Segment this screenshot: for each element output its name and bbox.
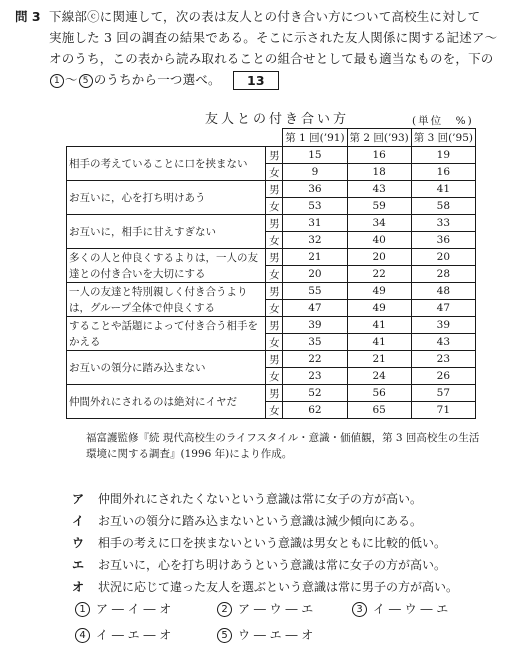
choice-text: ア ― ウ ― エ <box>238 602 314 616</box>
value-cell: 71 <box>411 402 475 419</box>
table-row <box>67 249 476 266</box>
question-line: オのうち，この表から読み取れることの組合せとして最も適当なものを，下の <box>49 51 494 66</box>
value-cell: 41 <box>411 181 475 198</box>
value-cell: 62 <box>283 402 347 419</box>
column-header: 第 1 回(’91) <box>283 129 347 147</box>
row-item-label: 多くの人と仲良くするよりは，一人の友達との付き合いを大切にする <box>67 249 266 283</box>
choice-text: イ ― エ ― オ <box>96 628 172 642</box>
question-number: 問 3 <box>15 9 41 24</box>
value-cell: 22 <box>347 266 411 283</box>
value-cell: 56 <box>347 385 411 402</box>
choice-text: ウ ― エ ― オ <box>238 628 314 642</box>
statement-list <box>72 488 512 598</box>
table-row <box>67 385 476 402</box>
sex-label-female: 女 <box>266 266 283 283</box>
value-cell: 55 <box>283 283 347 300</box>
sex-label-male: 男 <box>266 147 283 164</box>
statement-item <box>72 554 512 576</box>
value-cell: 22 <box>283 351 347 368</box>
column-header: 第 2 回(’93) <box>347 129 411 147</box>
value-cell: 36 <box>411 232 475 249</box>
statement-key: エ <box>72 558 85 572</box>
value-cell: 36 <box>283 181 347 198</box>
value-cell: 58 <box>411 198 475 215</box>
answer-choice[interactable] <box>74 600 171 617</box>
statement-key: オ <box>72 580 85 594</box>
value-cell: 16 <box>411 164 475 181</box>
source-note: 福富護監修『続 現代高校生のライフスタイル・意識・価値観，第 3 回高校生の生活環境に関する調査』(1996 年)により作成。 <box>86 432 480 460</box>
sex-label-male: 男 <box>266 181 283 198</box>
row-item-label: 相手の考えていることに口を挟まない <box>67 147 266 181</box>
value-cell: 19 <box>411 147 475 164</box>
value-cell: 53 <box>283 198 347 215</box>
value-cell: 9 <box>283 164 347 181</box>
circled-number: 1 <box>50 74 64 88</box>
value-cell: 35 <box>283 334 347 351</box>
value-cell: 59 <box>347 198 411 215</box>
question-line-end: のうちから一つ選べ。 <box>93 72 221 87</box>
sex-label-female: 女 <box>266 300 283 317</box>
sex-label-male: 男 <box>266 215 283 232</box>
answer-choice[interactable] <box>351 600 448 617</box>
sex-label-male: 男 <box>266 249 283 266</box>
answer-box[interactable]: 13 <box>233 71 279 90</box>
value-cell: 26 <box>411 368 475 385</box>
table-row <box>67 283 476 300</box>
sex-label-male: 男 <box>266 385 283 402</box>
statement-key: ウ <box>72 536 85 550</box>
value-cell: 52 <box>283 385 347 402</box>
value-cell: 49 <box>347 300 411 317</box>
statement-text: 相手の考えに口を挟まないという意識は男女ともに比較的低い。 <box>98 536 447 550</box>
circled-number: 2 <box>217 602 232 617</box>
value-cell: 43 <box>347 181 411 198</box>
table-row <box>67 147 476 164</box>
statement-item <box>72 488 512 510</box>
table-row <box>67 181 476 198</box>
value-cell: 39 <box>411 317 475 334</box>
value-cell: 49 <box>347 283 411 300</box>
statement-key: ア <box>72 492 85 506</box>
statement-item <box>72 532 512 554</box>
question-line <box>49 69 510 90</box>
statement-text: お互いに，心を打ち明けあうという意識は常に女子の方が高い。 <box>98 558 447 572</box>
row-item-label: お互いに，心を打ち明けあう <box>67 181 266 215</box>
sex-label-male: 男 <box>266 317 283 334</box>
sex-label-female: 女 <box>266 198 283 215</box>
circled-number: 3 <box>352 602 367 617</box>
value-cell: 15 <box>283 147 347 164</box>
value-cell: 47 <box>411 300 475 317</box>
question-line: 下線部ⓒに関連して，次の表は友人との付き合い方について高校生に対して <box>49 9 481 24</box>
circled-number: 1 <box>75 602 90 617</box>
answer-choice[interactable] <box>74 626 171 643</box>
value-cell: 40 <box>347 232 411 249</box>
sex-label-male: 男 <box>266 283 283 300</box>
value-cell: 16 <box>347 147 411 164</box>
circled-number: 5 <box>217 628 232 643</box>
table-title: 友人との付き合い方 <box>205 112 350 127</box>
value-cell: 20 <box>411 249 475 266</box>
sex-label-female: 女 <box>266 334 283 351</box>
value-cell: 20 <box>283 266 347 283</box>
value-cell: 18 <box>347 164 411 181</box>
value-cell: 33 <box>411 215 475 232</box>
table-row <box>67 351 476 368</box>
row-item-label: お互いに，相手に甘えすぎない <box>67 215 266 249</box>
sex-label-female: 女 <box>266 232 283 249</box>
statement-text: お互いの領分に踏み込まないという意識は減少傾向にある。 <box>98 514 423 528</box>
answer-choice[interactable] <box>216 600 313 617</box>
value-cell: 32 <box>283 232 347 249</box>
column-header: 第 3 回(’95) <box>411 129 475 147</box>
table-header-row <box>67 129 476 147</box>
question-header <box>15 6 510 90</box>
row-item-label: お互いの領分に踏み込まない <box>67 351 266 385</box>
value-cell: 20 <box>347 249 411 266</box>
circled-number: 5 <box>79 74 93 88</box>
sex-label-female: 女 <box>266 368 283 385</box>
value-cell: 23 <box>283 368 347 385</box>
value-cell: 34 <box>347 215 411 232</box>
value-cell: 41 <box>347 334 411 351</box>
value-cell: 43 <box>411 334 475 351</box>
choice-text: イ ― ウ ― エ <box>373 602 449 616</box>
value-cell: 31 <box>283 215 347 232</box>
survey-table <box>66 128 476 419</box>
sex-label-male: 男 <box>266 351 283 368</box>
table-unit: (単位 %) <box>412 115 474 127</box>
value-cell: 65 <box>347 402 411 419</box>
value-cell: 24 <box>347 368 411 385</box>
circled-number: 4 <box>75 628 90 643</box>
table-row <box>67 317 476 334</box>
question-line: 実施した 3 回の調査の結果である。そこに示された友人関係に関する記述ア〜 <box>49 30 498 45</box>
value-cell: 57 <box>411 385 475 402</box>
sex-label-female: 女 <box>266 164 283 181</box>
statement-text: 状況に応じて違った友人を選ぶという意識は常に男子の方が高い。 <box>98 580 459 594</box>
statement-item <box>72 510 512 532</box>
value-cell: 28 <box>411 266 475 283</box>
question-text <box>49 6 510 90</box>
statement-key: イ <box>72 514 85 528</box>
row-item-label: 一人の友達と特別親しく付き合うよりは，グループ全体で仲良くする <box>67 283 266 317</box>
sex-label-female: 女 <box>266 402 283 419</box>
value-cell: 21 <box>347 351 411 368</box>
header-blank-cell <box>67 129 283 147</box>
statement-item <box>72 576 512 598</box>
value-cell: 23 <box>411 351 475 368</box>
value-cell: 47 <box>283 300 347 317</box>
value-cell: 21 <box>283 249 347 266</box>
row-item-label: することや話題によって付き合う相手をかえる <box>67 317 266 351</box>
value-cell: 41 <box>347 317 411 334</box>
table-row <box>67 215 476 232</box>
value-cell: 39 <box>283 317 347 334</box>
range-separator: 〜 <box>65 72 78 87</box>
answer-choice[interactable] <box>216 626 313 643</box>
choice-text: ア ― イ ― オ <box>96 602 172 616</box>
statement-text: 仲間外れにされたくないという意識は常に女子の方が高い。 <box>98 492 423 506</box>
row-item-label: 仲間外れにされるのは絶対にイヤだ <box>67 385 266 419</box>
value-cell: 48 <box>411 283 475 300</box>
